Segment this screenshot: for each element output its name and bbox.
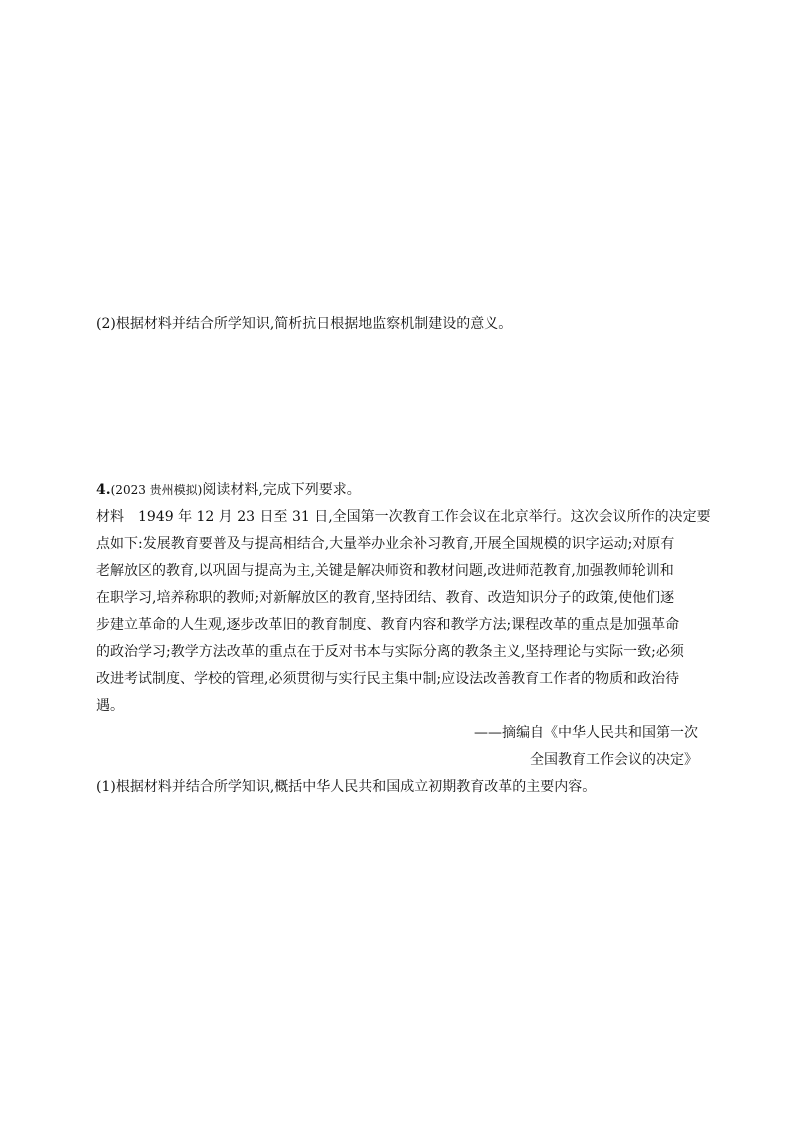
material-text: 1949 年 12 月 23 日至 31 日,全国第一次教育工作会议在北京举行。这次会议所作的决定要 <box>138 509 711 525</box>
question-4-header <box>96 480 361 500</box>
question-source: (2023 贵州模拟) <box>110 483 203 497</box>
material-line: 改进考试制度、学校的管理,必须贯彻与实行民主集中制;应设法改善教育工作者的物质和政治待 <box>96 671 680 687</box>
citation-line-2: 全国教育工作会议的决定》 <box>530 752 698 768</box>
material-line: 遇。 <box>96 698 124 714</box>
material-line: 步建立革命的人生观,逐步改革旧的教育制度、教育内容和教学方法;课程改革的重点是加强革命 <box>96 617 680 633</box>
question-number: 4. <box>96 482 111 498</box>
question-instruction: 阅读材料,完成下列要求。 <box>202 482 361 498</box>
citation-line-1: ——摘编自《中华人民共和国第一次 <box>474 725 698 741</box>
material-line: 点如下:发展教育要普及与提高相结合,大量举办业余补习教育,开展全国规模的识字运动;对原有 <box>96 536 675 552</box>
material-line: 在职学习,培养称职的教师;对新解放区的教育,坚持团结、教育、改造知识分子的政策,使他们逐 <box>96 590 675 606</box>
question-3-part-2: (2)根据材料并结合所学知识,简析抗日根据地监察机制建设的意义。 <box>96 316 513 332</box>
material-line <box>96 507 711 527</box>
question-4-part-1: (1)根据材料并结合所学知识,概括中华人民共和国成立初期教育改革的主要内容。 <box>96 779 597 795</box>
material-line: 的政治学习;教学方法改革的重点在于反对书本与实际分离的教条主义,坚持理论与实际一致;必须 <box>96 644 684 660</box>
material-line: 老解放区的教育,以巩固与提高为主,关键是解决师资和教材问题,改进师范教育,加强教师轮训和 <box>96 563 674 579</box>
material-label: 材料 <box>96 509 124 525</box>
